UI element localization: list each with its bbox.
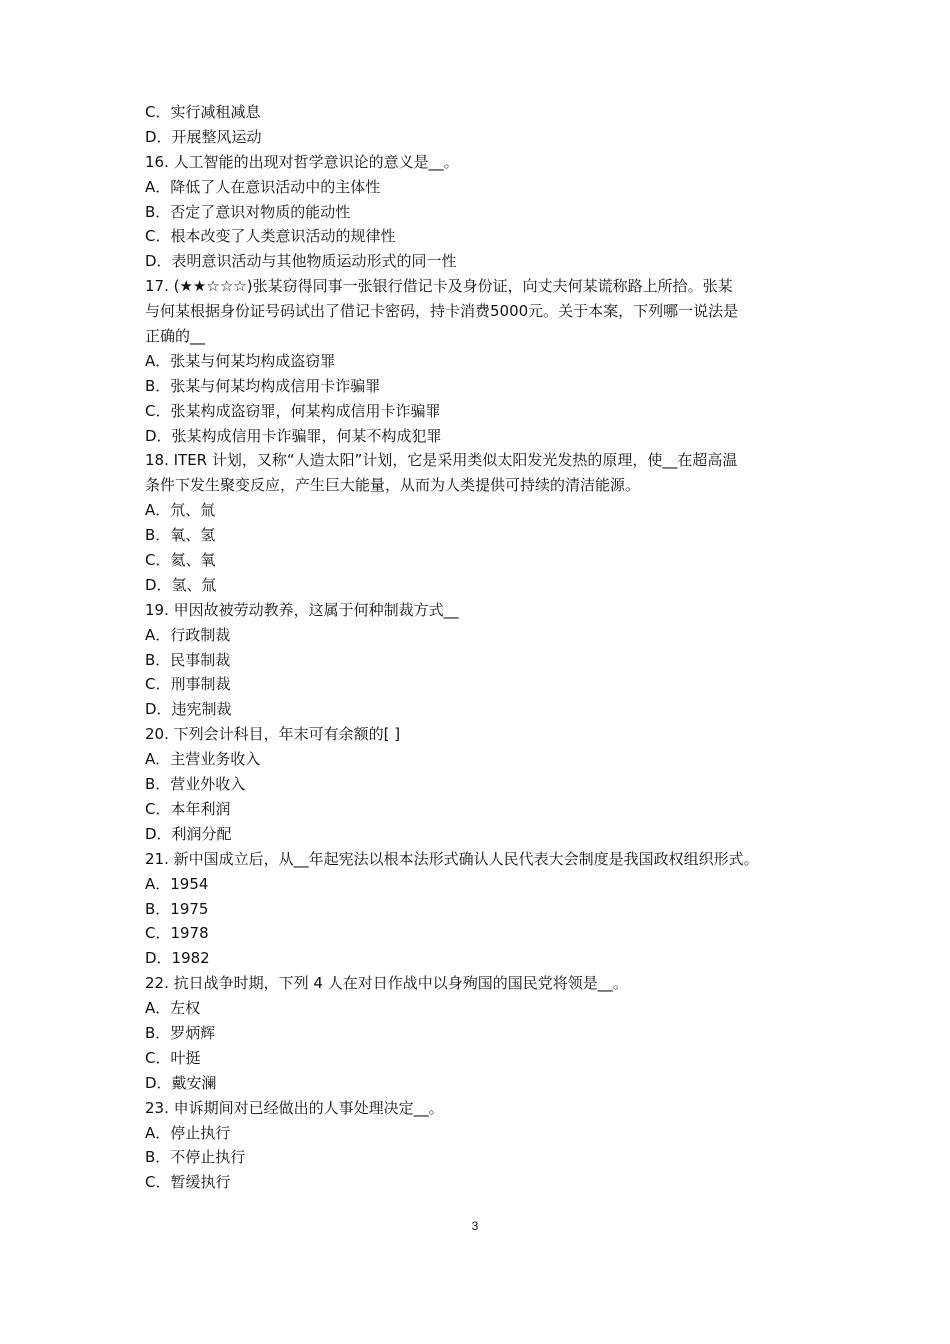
option-c: C．实行减租减息	[145, 103, 261, 121]
option-a: A．左权	[145, 999, 201, 1018]
option-c: C．氦、氧	[145, 551, 216, 570]
option-a: A．停止执行	[145, 1123, 231, 1142]
option-c: C．张某构成盗窃罪，何某构成信用卡诈骗罪	[145, 401, 441, 420]
question-17-continued: 正确的__	[145, 327, 206, 346]
option-c: C．根本改变了人类意识活动的规律性	[145, 227, 396, 246]
option-d: D．开展整风运动	[145, 127, 262, 146]
option-b: B．营业外收入	[145, 775, 246, 794]
option-c: C．本年利润	[145, 799, 231, 818]
option-d: D．1982	[145, 949, 210, 968]
option-a: A．1954	[145, 874, 209, 893]
question-20: 20. 下列会计科目，年末可有余额的[ ]	[145, 725, 401, 744]
question-17-continued: 与何某根据身份证号码试出了借记卡密码，持卡消费5000元。关于本案，下列哪一说法是	[145, 302, 739, 321]
option-d: D．戴安澜	[145, 1073, 217, 1092]
option-b: B．不停止执行	[145, 1148, 246, 1167]
option-c: C．叶挺	[145, 1048, 201, 1067]
option-c: C．1978	[145, 924, 209, 943]
question-21: 21. 新中国成立后，从__年起宪法以根本法形式确认人民代表大会制度是我国政权组织形式。	[145, 849, 759, 868]
question-16: 16. 人工智能的出现对哲学意识论的意义是__。	[145, 152, 459, 171]
option-b: B．罗炳辉	[145, 1023, 216, 1042]
option-b: B．否定了意识对物质的能动性	[145, 202, 351, 221]
option-d: D．利润分配	[145, 824, 232, 843]
option-a: A．张某与何某均构成盗窃罪	[145, 351, 336, 370]
option-b: B．氧、氢	[145, 526, 216, 545]
option-b: B．1975	[145, 899, 209, 918]
option-c: C．刑事制裁	[145, 675, 231, 694]
option-a: A．氘、氚	[145, 501, 216, 520]
question-17: 17. (★★☆☆☆)张某窃得同事一张银行借记卡及身份证，向丈夫何某谎称路上所拾。张某	[145, 277, 733, 296]
option-d: D．氢、氚	[145, 575, 217, 594]
option-b: B．民事制裁	[145, 650, 231, 669]
option-c: C．暂缓执行	[145, 1173, 231, 1192]
option-d: D．违宪制裁	[145, 700, 232, 719]
document-body	[145, 100, 825, 1195]
option-b: B．张某与何某均构成信用卡诈骗罪	[145, 376, 381, 395]
question-22: 22. 抗日战争时期，下列 4 人在对日作战中以身殉国的国民党将领是__。	[145, 974, 628, 993]
option-a: A．主营业务收入	[145, 750, 261, 769]
option-d: D．表明意识活动与其他物质运动形式的同一性	[145, 252, 457, 271]
option-a: A．降低了人在意识活动中的主体性	[145, 177, 381, 196]
option-d: D．张某构成信用卡诈骗罪，何某不构成犯罪	[145, 426, 442, 445]
page-number: 3	[471, 1219, 479, 1233]
option-a: A．行政制裁	[145, 625, 231, 644]
question-18: 18. ITER 计划，又称“人造太阳”计划，它是采用类似太阳发光发热的原理，使__在超高温	[145, 451, 738, 470]
question-23: 23. 申诉期间对已经做出的人事处理决定__。	[145, 1098, 444, 1117]
question-18-continued: 条件下发生聚变反应，产生巨大能量，从而为人类提供可持续的清洁能源。	[145, 476, 641, 495]
question-19: 19. 甲因故被劳动教养，这属于何种制裁方式__	[145, 600, 459, 619]
